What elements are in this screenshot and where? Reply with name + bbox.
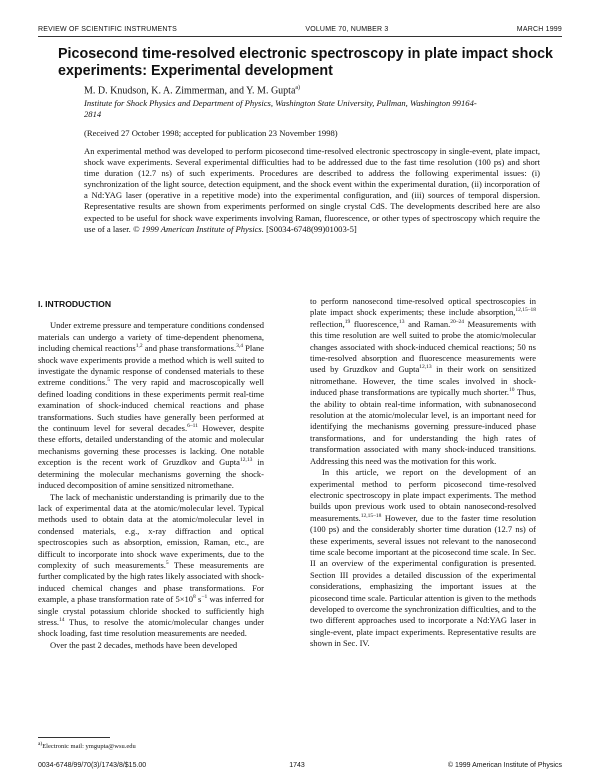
citation: 12,13 [419, 364, 432, 371]
issue-date: MARCH 1999 [516, 26, 562, 33]
citation: 20–24 [450, 318, 464, 325]
footnote [38, 741, 264, 750]
author-list [84, 85, 554, 96]
paragraph: Under extreme pressure and temperature conditions condensed materials can undergo a variety of time-dependent phenomena, including chemical reactions$^{1,2}$ and phase transformations.$^{3,4}$ Plane shock wave experiments provide a method which is well suited to investigate the dynamic response of condensed materials to these extreme conditions.$^5$ The very rapid and macroscopically well defined loading conditions in these experiments permit real-time examination of shock-induced chemical reactions and phase transformations. Such studies have generally been performed at the continuum level for several decades.$^{6-11}$ However, despite these efforts, detailed understanding of the atomic and molecular mechanisms governing these processes is lacking. One notable exception is the recent work of Gruzdkov and Gupta$^{12,13}$ in determining the molecular mechanisms governing the shock-induced decomposition of amine sensitized nitromethane. [38, 320, 265, 491]
citation: 3,4 [236, 343, 243, 350]
volume-number: VOLUME 70, NUMBER 3 [305, 26, 389, 33]
citation: 1,2 [135, 343, 143, 350]
citation: 12,13 [239, 457, 253, 464]
citation: 13 [398, 318, 405, 325]
article-title: Picosecond time-resolved electronic spectroscopy in plate impact shock experiments: Experimental development [58, 46, 553, 79]
footer-copyright: © 1999 American Institute of Physics [447, 762, 562, 769]
received-dates: (Received 27 October 1998; accepted for publication 23 November 1998) [84, 128, 338, 138]
paragraph: Over the past 2 decades, methods have been developed [50, 639, 238, 650]
affiliation: Institute for Shock Physics and Department of Physics, Washington State University, Pullman, Washington 99164-2814 [84, 98, 477, 119]
footer-issn: 0034-6748/99/70(3)/1743/8/$15.00 [38, 762, 147, 769]
section-heading: I. INTRODUCTION [38, 299, 112, 309]
citation: 12,15–18 [360, 512, 382, 519]
paragraph: to perform nanosecond time-resolved optical spectroscopies in plate impact shock experiments; these include absorption,$^{12,15-18}$ reflection,$^{19}$ fluorescence,$^{13}$ and Raman.$^{20-24}$ Measurements with this time resolution are well suited to probe the atomic/molecular changes associated with shock-induced chemical reactions; 50 ns time-resolved absorption and fluorescence measurements were used by Gruzdkov and Gupta$^{12,13}$ in their work on sensitized nitromethane. However, the time scales involved in shock-induced phase transformations are typically much shorter.$^{10}$ Thus, the ability to obtain real-time information, with subnanosecond resolution at the atomic/molecular level, is an important need for identifying the mechanisms governing pressure-induced phase transformations, and for understanding the high rates of transformation associated with many shock-induced transitions. Addressing this need was the motivation for this work. [310, 296, 536, 466]
header-rule [38, 36, 562, 37]
page-number: 1743 [289, 762, 305, 769]
pii-identifier: [S0034-6748(99)01003-5] [266, 223, 357, 234]
citation: 19 [344, 318, 351, 325]
author-footnote-mark: a) [295, 85, 301, 91]
running-header [38, 26, 562, 33]
page-footer [38, 762, 562, 769]
citation: 5 [165, 560, 169, 567]
citation: 5 [107, 377, 110, 384]
abstract-copyright: © 1999 American Institute of Physics. [132, 223, 264, 234]
paragraph: The lack of mechanistic understanding is primarily due to the lack of experimental data at the atomic/molecular level. Typical methods used to obtain data at the atomic/molecular level in condensed materials, e.g., x-ray diffraction and optical spectroscopies such as absorption, emission, Raman, etc., are difficult to incorporate into shock wave experiments, due to the complexity of such measurements.$^5$ These measurements are further complicated by the high rates likely associated with shock-induced chemical changes and phase transformations. For example, a phase transformation rate of $5\times 10^8$ $s^{-1}$ was inferred for single crystal potassium chloride shocked to sufficiently high stress.$^{14}$ Thus, to resolve the atomic/molecular changes under shock loading, fast time resolution measurements are needed. [38, 491, 265, 639]
exponent: 8 [193, 594, 196, 601]
abstract [84, 146, 540, 235]
abstract-text: An experimental method was developed to perform picosecond time-resolved electronic spectroscopy in single-event, plate impact, shock wave experiments. Several experimental difficulties had to be addressed due to the fast time resolution (100 ps) and short time duration (12.7 ns) of such experiments. Procedures are described to address the following experimental issues: (i) synchronization of the light source, detection equipment, and the shock event within the experimental duration, (ii) incorporation of a Nd:YAG laser (operative in a repetitive mode) into the experimental configuration, and (iii) sources of temporal dispersion. Representative results are shown from experiments performed on single crystal CdS. The developments described here are also expected to be useful for shock wave experiments involving Raman, fluorescence, or other types of spectroscopy which require the use of a laser. [84, 146, 540, 234]
right-column [310, 296, 536, 650]
authors-text: M. D. Knudson, K. A. Zimmerman, and Y. M. Gupta [84, 85, 296, 97]
citation: 10 [509, 387, 515, 394]
footnote-text: Electronic mail: ymgupta@wsu.edu [42, 743, 136, 751]
exponent: −1 [201, 594, 208, 601]
citation: 6–11 [187, 423, 198, 430]
left-column [38, 299, 264, 651]
citation: 14 [59, 617, 65, 624]
footnote-mark: a) [38, 741, 43, 747]
journal-name: REVIEW OF SCIENTIFIC INSTRUMENTS [38, 26, 178, 33]
citation: 12,15–18 [515, 307, 536, 314]
footnote-rule [38, 737, 110, 738]
paragraph: In this article, we report on the development of an experimental method to perform picosecond time-resolved electronic spectroscopy in plate impact experiments. The method builds upon previous work used to obtain nanosecond-resolved measurements.$^{12,15-18}$ However, due to the faster time resolution (100 ps) and the considerably shorter time duration (12.7 ns) of these experiments, several issues not relevant to the nanosecond time scale become important at the picosecond time scale. In Sec. II an overview of the experimental configuration is presented. Section III provides a detailed discussion of the experimental considerations, emphasizing the important issues at the picosecond time scale. Particular attention is given to the methods developed to overcome the synchronization difficulties, and to the two different approaches used to incorporate a Nd:YAG laser in single-event, plate impact experiments. Representative results are shown in Sec. IV. [310, 467, 536, 649]
